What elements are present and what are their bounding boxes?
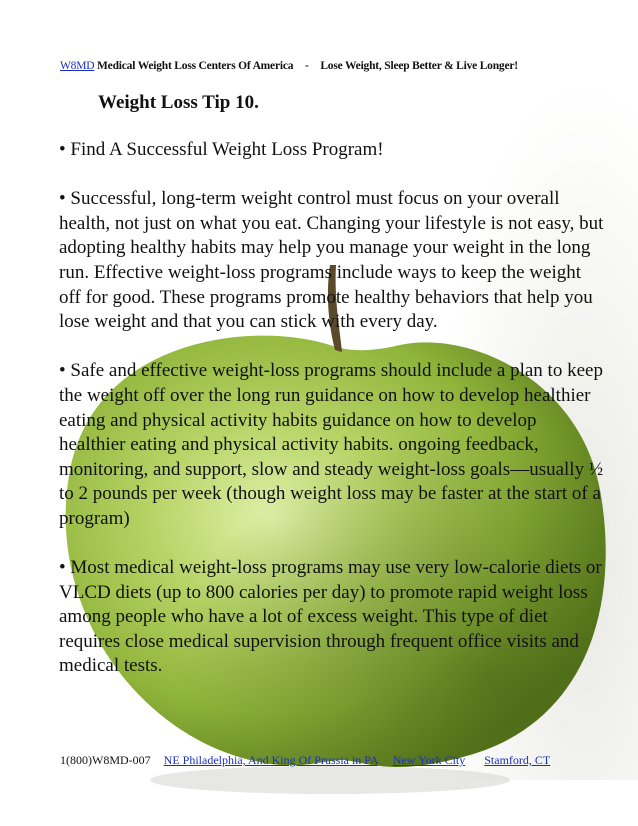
tagline: Lose Weight, Sleep Better & Live Longer! — [320, 60, 518, 72]
header-separator: - — [305, 60, 309, 72]
org-name: Medical Weight Loss Centers Of America — [97, 60, 294, 72]
paragraph-1: • Find A Successful Weight Loss Program! — [59, 139, 384, 160]
paragraph-2: • Successful, long-term weight control must focus on your overall health, not just on what you eat. Changing your lifestyle is not easy, but adopting healthy habits may help you manage your weight in the long run. Effective weight-loss programs include ways to keep the weight off for good. These programs promote healthy behaviors that help you lose weight and that you can stick with every day. — [59, 188, 604, 333]
phone-number: 1(800)W8MD-007 — [60, 753, 151, 767]
new-york-link[interactable]: New York City — [392, 753, 466, 767]
paragraph-4: • Most medical weight-loss programs may use very low-calorie diets or VLCD diets (up to 800 calories per day) to promote rapid weight loss among people who have a lot of excess weight. This type of diet requires close medical supervision through frequent office visits and medical tests. — [59, 557, 602, 677]
paragraph-3: • Safe and effective weight-loss programs should include a plan to keep the weight off over the long run guidance on how to develop healthier eating and physical activity habits guidance on how to develop healthier eating and physical activity habits. ongoing feedback, monitoring, and support, slow and steady weight-loss goals—usually ½ to 2 pounds per week (though weight loss may be faster at the start of a program) — [59, 360, 604, 529]
page-footer — [60, 753, 620, 768]
stamford-link[interactable]: Stamford, CT — [484, 753, 551, 767]
page-header — [60, 60, 600, 72]
w8md-link[interactable]: W8MD — [60, 60, 95, 72]
article-body — [59, 138, 607, 704]
philadelphia-link[interactable]: NE Philadelphia, And King Of Prussia in PA — [163, 753, 378, 767]
page-title: Weight Loss Tip 10. — [98, 92, 259, 113]
